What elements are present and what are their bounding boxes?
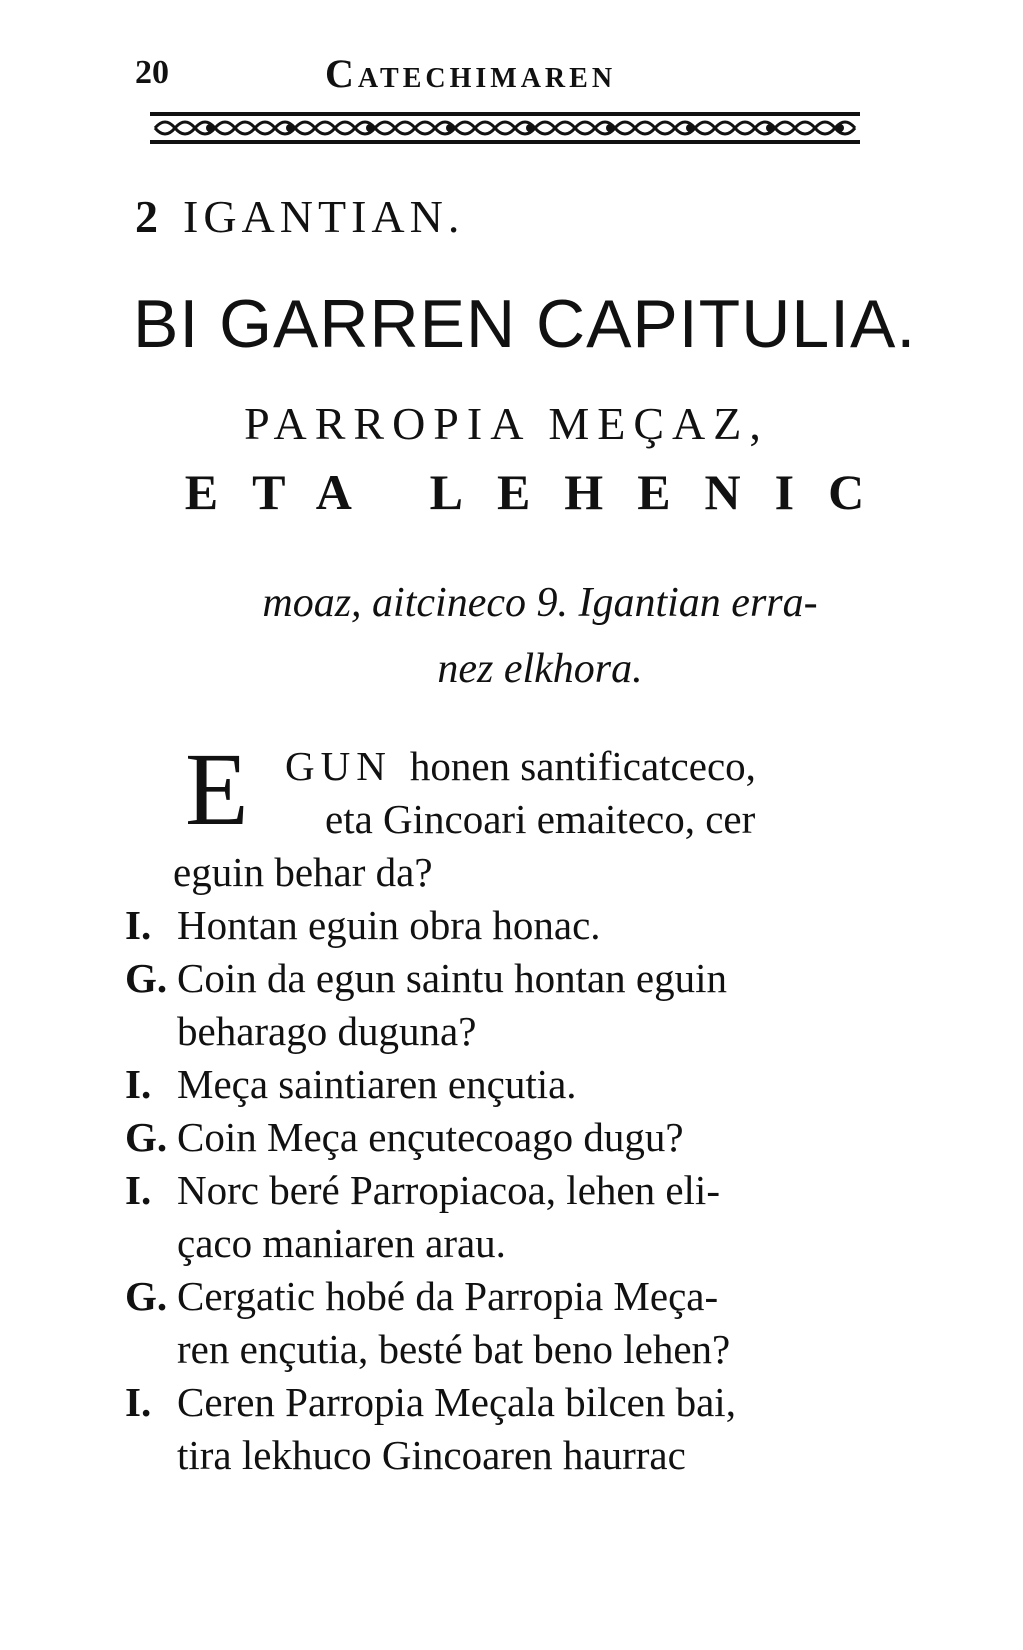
dialogue-line bbox=[125, 1270, 870, 1323]
dialogue-text: Cergatic hobé da Parropia Meça- bbox=[177, 1273, 719, 1319]
dialogue-text: Coin da egun saintu hontan eguin bbox=[177, 955, 727, 1001]
speaker-marker: I. bbox=[125, 1061, 152, 1107]
subtitle-line-2: nez elkhora. bbox=[437, 646, 643, 692]
opening-rest: honen santificatceco, bbox=[409, 743, 756, 789]
section-heading-line-2: ETA LEHENIC bbox=[184, 464, 899, 520]
dialogue-line bbox=[125, 952, 870, 1005]
speaker-marker: G. bbox=[125, 1114, 168, 1160]
dialogue-line bbox=[125, 1111, 870, 1164]
part-label: IGANTIAN. bbox=[183, 191, 465, 242]
catechism-text bbox=[125, 732, 870, 1482]
dialogue-line bbox=[125, 1323, 870, 1376]
speaker-marker: G. bbox=[125, 1273, 168, 1319]
dialogue-text: ren ençutia, besté bat beno lehen? bbox=[177, 1326, 731, 1372]
text-line: eguin behar da? bbox=[173, 849, 433, 895]
section-heading-line-1: PARROPIA MEÇAZ, bbox=[244, 398, 769, 449]
opening-caps: GUN bbox=[285, 743, 392, 789]
dialogue-line bbox=[125, 1376, 870, 1429]
running-head bbox=[135, 48, 865, 98]
dialogue-text: Ceren Parropia Meçala bilcen bai, bbox=[177, 1379, 736, 1425]
ornament-band-icon bbox=[150, 108, 860, 148]
text-line: eta Gincoari emaiteco, cer bbox=[325, 796, 756, 842]
dialogue-text: Norc beré Parropiacoa, lehen eli- bbox=[177, 1167, 720, 1213]
dialogue-text: Coin Meça ençutecoago dugu? bbox=[177, 1114, 684, 1160]
speaker-marker: I. bbox=[125, 1379, 152, 1425]
dialogue-line bbox=[125, 1058, 870, 1111]
section-subtitle bbox=[180, 570, 900, 702]
speaker-marker: I. bbox=[125, 902, 152, 948]
dialogue-line bbox=[125, 1164, 870, 1217]
speaker-marker: G. bbox=[125, 955, 168, 1001]
dialogue-text: Hontan eguin obra honac. bbox=[177, 902, 601, 948]
dialogue-text: çaco maniaren arau. bbox=[177, 1220, 506, 1266]
running-title: Catechimaren bbox=[325, 51, 617, 96]
dialogue-line bbox=[125, 1429, 870, 1482]
part-number: 2 bbox=[135, 191, 163, 242]
subtitle-line-1: moaz, aitcineco 9. Igantian erra- bbox=[262, 580, 818, 626]
chapter-title: BI GARREN CAPITULIA. bbox=[133, 286, 917, 362]
dialogue-line bbox=[125, 1005, 870, 1058]
dialogue-text: beharago duguna? bbox=[177, 1008, 477, 1054]
speaker-marker: I. bbox=[125, 1167, 152, 1213]
dialogue-text: Meça saintiaren ençutia. bbox=[177, 1061, 577, 1107]
dialogue-text: tira lekhuco Gincoaren haurrac bbox=[177, 1432, 686, 1478]
part-heading bbox=[135, 190, 464, 243]
drop-cap: E bbox=[185, 732, 249, 847]
dialogue-line bbox=[125, 1217, 870, 1270]
page-number: 20 bbox=[135, 54, 169, 91]
dialogue-line bbox=[125, 899, 870, 952]
